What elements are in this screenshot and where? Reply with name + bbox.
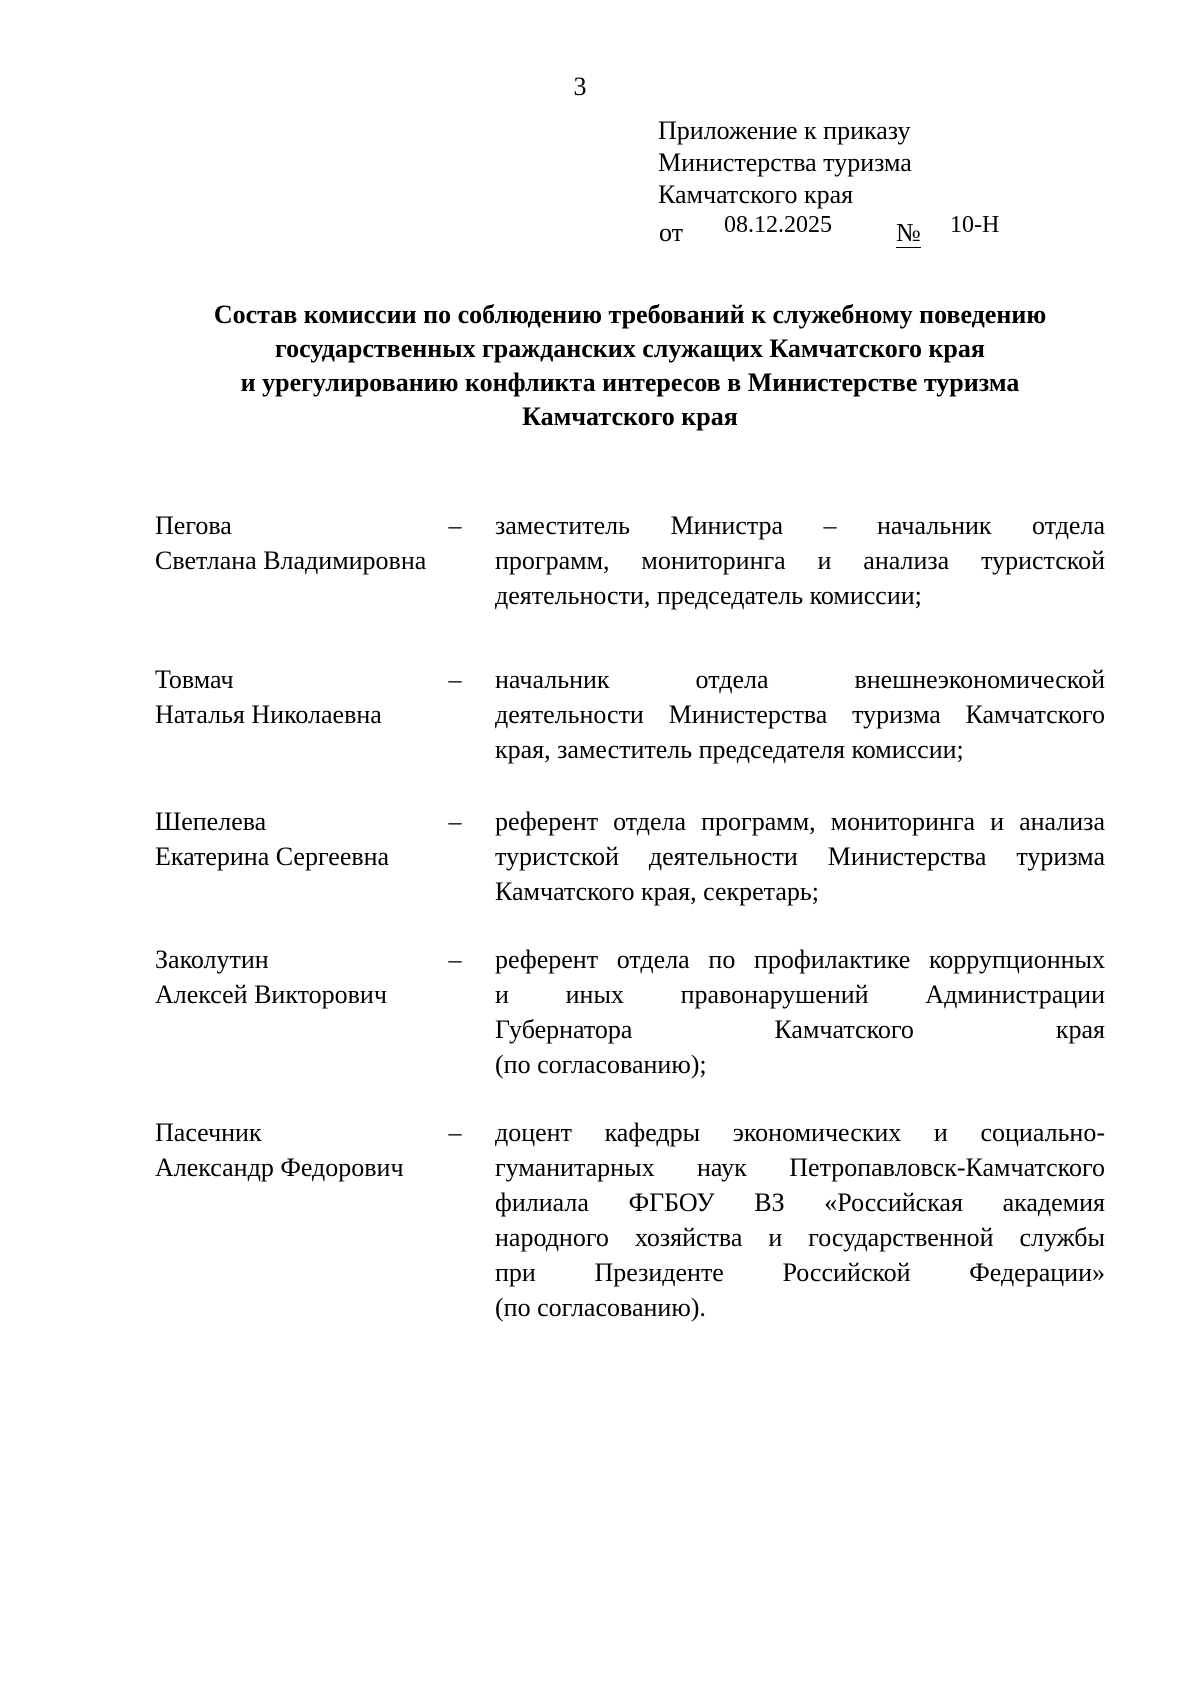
role-line: начальник отдела внешнеэкономической [495,665,1105,694]
member-name [155,942,455,1012]
member-dash: – [448,665,462,694]
role-line: при Президенте Российской Федерации» [495,1258,1105,1287]
role-line: туристской деятельности Министерства туризма [495,842,1105,871]
member-dash: – [448,511,462,540]
member-role [495,1115,1105,1325]
order-date: 08.12.2025 [724,212,832,238]
page-number: 3 [573,72,587,101]
role-line: (по согласованию). [495,1293,706,1322]
role-line: референт отдела по профилактике коррупционных [495,945,1105,974]
member-surname: Шепелева [155,807,267,836]
member-dash: – [448,945,462,974]
role-line: филиала ФГБОУ ВЗ «Российская академия [495,1188,1105,1217]
member-role [495,804,1105,909]
appendix-header [658,115,912,211]
order-number: 10-Н [950,212,1000,238]
role-line: (по согласованию); [495,1050,707,1079]
role-line: Камчатского края, секретарь; [495,877,819,906]
role-line: заместитель Министра – начальник отдела [495,511,1105,540]
order-reference [658,210,1018,250]
title-line: Камчатского края [522,402,738,431]
title-line: Состав комиссии по соблюдению требований к служебному поведению [213,300,1047,329]
role-line: деятельности Министерства туризма Камчатского [495,700,1105,729]
role-line: края, заместитель председателя комиссии; [495,735,964,764]
appendix-line: Министерства туризма [658,148,912,177]
member-given-names: Александр Федорович [155,1153,404,1182]
appendix-line: Приложение к приказу [658,116,911,145]
document-title [150,298,1110,434]
appendix-line: Камчатского края [658,180,854,209]
member-given-names: Светлана Владимировна [155,546,427,575]
member-dash: – [448,807,462,836]
member-surname: Пасечник [155,1118,262,1147]
member-role [495,662,1105,767]
role-line: гуманитарных наук Петропавловск-Камчатского [495,1153,1105,1182]
title-line: государственных гражданских служащих Камчатского края [275,334,985,363]
role-line: народного хозяйства и государственной службы [495,1223,1105,1252]
member-role [495,942,1105,1082]
role-line: и иных правонарушений Администрации [495,980,1105,1009]
title-line: и урегулированию конфликта интересов в Министерстве туризма [240,368,1020,397]
member-surname: Товмач [155,665,234,694]
member-role [495,508,1105,613]
member-name [155,508,455,578]
member-given-names: Наталья Николаевна [155,700,382,729]
member-given-names: Екатерина Сергеевна [155,842,390,871]
role-line: деятельности, председатель комиссии; [495,581,922,610]
member-surname: Пегова [155,511,232,540]
order-number-sign: № [896,218,921,247]
role-line: программ, мониторинга и анализа туристской [495,546,1105,575]
member-dash: – [448,1118,462,1147]
member-given-names: Алексей Викторович [155,980,387,1009]
role-line: референт отдела программ, мониторинга и анализа [495,807,1105,836]
role-line: доцент кафедры экономических и социально- [495,1118,1105,1147]
role-line: Губернатора Камчатского края [495,1015,1105,1044]
member-name [155,662,455,732]
member-name [155,804,455,874]
member-name [155,1115,455,1185]
member-surname: Заколутин [155,945,269,974]
order-from-label: от [659,218,684,247]
